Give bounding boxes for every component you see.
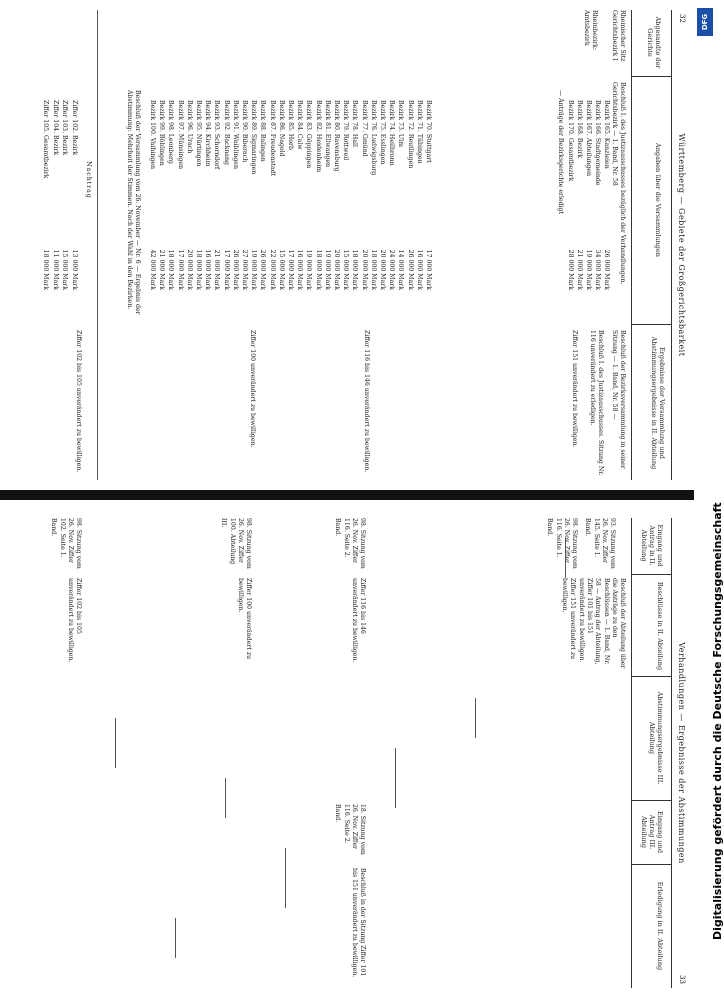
list-item-label: Bezirk 78. Hall (351, 100, 359, 147)
list-item (397, 100, 405, 290)
left-mid-text-1: Beschluß der Bezirksversammlung in seiner Sitzung — 1. Band, Nr. 58 — (610, 330, 626, 469)
list-item-value: 18 000 Mark (42, 249, 50, 290)
list-item-value: 20 000 Mark (333, 249, 340, 290)
list-item-value: 34 000 Mark (594, 249, 601, 290)
right-col2-cell-5: Ziffer 102 bis 105 unverändert zu bewilligen. (66, 578, 82, 663)
left-col1-entry-1: Rheinischer Sitz Gerichtsbezirk I (610, 10, 626, 62)
list-item-value: 42 000 Mark (149, 249, 156, 290)
right-header-col5: Erledigung in II. Abteilung (656, 881, 664, 971)
list-item-label: Bezirk 94. Kirchheim (204, 100, 212, 167)
list-item (576, 100, 583, 290)
right-dash-7 (115, 718, 116, 768)
list-item-label: Bezirk 90. Biberach (241, 100, 248, 163)
left-list-note: Beschluß der Versammlung vom 26. November — Nr. 6 — Ergebnis der Abstimmung: Mehrheit der Stimmen. Nach der Wahl in den Bezirken. (125, 90, 141, 315)
running-head-left: Württemberg — Gebiete der Großgerichtsbarkeit (677, 133, 686, 357)
list-item-value: 27 000 Mark (241, 249, 248, 290)
list-item-label: Bezirk 84. Calw (296, 100, 304, 150)
list-item-value: 26 000 Mark (259, 249, 267, 290)
header-top-rule (671, 10, 672, 480)
list-item-value: 17 000 Mark (287, 249, 294, 290)
list-item-value: 16 000 Mark (415, 249, 423, 290)
list-item-label: Bezirk 87. Freudenstadt (268, 100, 276, 177)
list-item-value: 18 000 Mark (314, 249, 322, 290)
list-item (277, 100, 285, 290)
list-item-value: 24 000 Mark (388, 249, 396, 290)
list-item-value: 19 000 Mark (250, 249, 258, 290)
list-item-value: 20 000 Mark (360, 249, 368, 290)
list-item-label: Bezirk 96. Urach (185, 100, 193, 154)
list-item-value: 22 000 Mark (268, 249, 276, 290)
list-item (195, 100, 202, 290)
list-item (351, 100, 359, 290)
list-item-label: Bezirk 81. Ellwangen (323, 100, 331, 167)
list-item (603, 100, 610, 290)
list-item (323, 100, 331, 290)
list-item-label: Bezirk 92. Backnang (222, 100, 230, 165)
list-item (594, 100, 601, 290)
list-item-value: 17 000 Mark (176, 249, 184, 290)
page-number-left: 32 (678, 14, 686, 23)
list-item-value: 14 000 Mark (397, 249, 405, 290)
list-item-label: Bezirk 75. Esslingen (379, 100, 386, 165)
list-item-label: Bezirk 74. Heilbronn (388, 100, 396, 166)
list-item-value: 19 000 Mark (323, 249, 331, 290)
right-dash-2 (475, 698, 476, 738)
list-item (406, 100, 414, 290)
list-item-value: 18 000 Mark (351, 249, 359, 290)
list-item-label: Bezirk 72. Reutlingen (406, 100, 414, 169)
list-item (52, 100, 59, 290)
list-item-value: 21 000 Mark (213, 249, 221, 290)
right-header-top-rule (671, 518, 672, 988)
page-number-right: 33 (678, 975, 686, 984)
list-item (158, 100, 166, 290)
list-item (167, 100, 175, 290)
right-col2-cell-2: Ziffer 151 unverändert zu bewilligen. (560, 578, 576, 660)
list-item (585, 100, 592, 290)
left-intro-note: — Anträge der Bezirksgerichte erledigt (557, 90, 564, 214)
list-item (333, 100, 340, 290)
list-item (149, 100, 156, 290)
list-item (388, 100, 396, 290)
list-item-label: Ziffer 104. Bezirk (52, 100, 59, 156)
right-header-col2: Beschlüsse in II. Abteilung (656, 581, 664, 671)
running-head-right: Verhandlungen — Ergebnisse der Abstimmungen (677, 642, 686, 864)
list-item-value: 21 000 Mark (158, 249, 166, 290)
list-item-value: 17 000 Mark (222, 249, 230, 290)
section-rule (97, 10, 98, 480)
list-item-value: 16 000 Mark (204, 249, 212, 290)
dfg-logo: DFG (697, 8, 713, 36)
right-header-col1: Eingang und Antrag in II. Abteilung (639, 524, 664, 567)
right-dash-4 (285, 848, 286, 908)
list-item-label: Bezirk 91. Waiblingen (231, 100, 239, 169)
left-tail-title: Nachtrag (85, 161, 92, 199)
right-page (0, 518, 696, 988)
right-dash-6 (175, 918, 176, 958)
right-col2-cell-3: Ziffer 116 bis 146 unverändert zu bewilligen. (350, 578, 366, 663)
right-divider-2 (632, 676, 672, 677)
list-item-value: 15 000 Mark (277, 249, 285, 290)
left-mid-text-2: Beschluß I. des Justizausschusses. Sitzung Nr. 116 unverändert zu erledigen. (588, 330, 604, 476)
right-col1-cell-1: 93. Sitzung vom 26. Nov. Ziffer 145. Seite 1. Band. (584, 518, 616, 569)
list-item (287, 100, 294, 290)
list-item (71, 100, 78, 290)
right-col1-cell-3: 98. Sitzung vom 26. Nov. Ziffer 116. Seite 2. Band. (334, 518, 366, 569)
list-item-value: 28 000 Mark (567, 249, 574, 290)
list-item-label: Bezirk 97. Münsingen (176, 100, 184, 169)
right-divider-4 (632, 864, 672, 865)
list-item (342, 100, 350, 290)
list-item-value: 26 000 Mark (406, 249, 414, 290)
list-item-label: Bezirk 98. Leonberg (167, 100, 175, 164)
binding-gutter (0, 490, 696, 500)
list-item-value: 18 000 Mark (195, 249, 202, 290)
list-item-label: Bezirk 85. Horb (287, 100, 294, 150)
list-item-label: Bezirk 80. Ravensburg (333, 100, 340, 172)
list-item (259, 100, 267, 290)
list-item-label: Bezirk 76. Ludwigsburg (369, 100, 377, 176)
list-item-label: Bezirk 168. Bezirk (576, 100, 583, 159)
list-item-label: Ziffer 103. Bezirk (61, 100, 69, 156)
list-item (250, 100, 258, 290)
list-item-value: 18 000 Mark (369, 249, 377, 290)
list-item-label: Bezirk 86. Nagold (277, 100, 285, 157)
list-item (379, 100, 386, 290)
right-col1-cell-5: 98. Sitzung vom 26. Nov. Ziffer 102. Seite 1. Band. (50, 518, 82, 569)
list-item (567, 100, 574, 290)
list-item (415, 100, 423, 290)
list-item-label: Bezirk 100. Vaihingen (149, 100, 156, 169)
list-item-value: 20 000 Mark (379, 249, 386, 290)
right-divider-3 (632, 800, 672, 801)
list-item-label: Ziffer 105. Gesamtbezirk (42, 100, 50, 179)
list-item (305, 100, 313, 290)
list-item (176, 100, 184, 290)
header-divider-2 (632, 324, 672, 325)
list-item-label: Ziffer 102. Bezirk (71, 100, 78, 156)
right-header-col3: Abstimmungsergebnisse III. Abteilung (647, 691, 664, 785)
list-item-value: 18 000 Mark (167, 249, 175, 290)
list-item (314, 100, 322, 290)
right-dash-3 (395, 748, 396, 808)
list-item-label: Bezirk 70. Stuttgart (425, 100, 432, 163)
right-dash-5 (225, 778, 226, 818)
header-divider-1 (632, 76, 672, 77)
list-item-value: 19 000 Mark (305, 249, 313, 290)
right-col5-cell-1: Beschluß in der Sitzung Ziffer 101 bis 151 unverändert zu bewilligen. (350, 868, 366, 978)
list-item (42, 100, 50, 290)
list-item (185, 100, 193, 290)
left-intro-text: Beschluß I. des Justizausschusses bezüglich der Verhandlungen. Gerichtsbezirk — 1. Band, Nr. 58 (610, 82, 626, 285)
right-header-bottom-rule (631, 518, 632, 988)
list-item (425, 100, 432, 290)
list-item (296, 100, 304, 290)
list-item-label: Bezirk 77. Gmünd (360, 100, 368, 157)
list-item-label: Bezirk 73. Ulm (397, 100, 405, 147)
left-col1-entry-2: Rheinbezirk: Amtsbezirk (582, 10, 598, 50)
list-item-label: Bezirk 95. Nürtingen (195, 100, 202, 167)
list-item-value: 26 000 Mark (231, 249, 239, 290)
list-item (369, 100, 377, 290)
list-item-value: 19 000 Mark (585, 249, 592, 290)
list-item-value: 26 000 Mark (603, 249, 610, 290)
list-item-label: Bezirk 83. Göppingen (305, 100, 313, 169)
header-bottom-rule (631, 10, 632, 480)
list-item-label: Bezirk 165. Kanzleien (603, 100, 610, 169)
right-dash-1 (565, 538, 566, 578)
right-col1-cell-4: 98. Sitzung vom 26. Nov. Ziffer 100. Abteilung III. (220, 518, 252, 569)
list-item (222, 100, 230, 290)
list-item-label: Bezirk 166. Stadtgemeinde (594, 100, 601, 186)
list-item (213, 100, 221, 290)
list-item-value: 20 000 Mark (185, 249, 193, 290)
left-mid-text-4: Ziffer 116 bis 146 unverändert zu bewilligen. (363, 330, 370, 473)
list-item-label: Bezirk 170. Gesamtbezirk (567, 100, 574, 182)
right-col1-cell-2: 98. Sitzung vom 26. Nov. Ziffer 116. Seite 1. Band. (546, 518, 578, 569)
right-col2-cell-4: Ziffer 100 unverändert zu bewilligen. (236, 578, 252, 660)
right-header-col4: Eingang und Antrag III. Abteilung (639, 811, 664, 853)
list-item-label: Bezirk 82. Heidenheim (314, 100, 322, 173)
list-item (204, 100, 212, 290)
dfg-credit: Digitalisierung gefördert durch die Deutsche Forschungsgemeinschaft (711, 502, 724, 940)
left-header-col1: Abgesandte der Gerichte (645, 16, 662, 69)
list-item-label: Bezirk 93. Schorndorf (213, 100, 221, 170)
left-mid-text-6: Ziffer 102 bis 105 unverändert zu bewilligen. (75, 330, 82, 473)
left-page (0, 10, 696, 480)
list-item-value: 13 000 Mark (71, 249, 78, 290)
right-divider-1 (632, 574, 672, 575)
list-item (268, 100, 276, 290)
left-mid-text-5: Ziffer 100 unverändert zu bewilligen. (249, 330, 256, 448)
list-item (241, 100, 248, 290)
list-item-label: Bezirk 99. Böblingen (158, 100, 166, 166)
list-item-value: 16 000 Mark (296, 249, 304, 290)
dfg-watermark-strip (694, 0, 724, 1000)
list-item-label: Bezirk 88. Balingen (259, 100, 267, 162)
list-item (231, 100, 239, 290)
right-col4-cell-1: 18. Sitzung vom 26. Nov. Ziffer 116. Seite 2. Band. (334, 804, 366, 855)
list-item (61, 100, 69, 290)
list-item-value: 11 000 Mark (52, 249, 59, 290)
list-item-label: Bezirk 89. Sigmaringen (250, 100, 258, 175)
list-item-value: 21 000 Mark (576, 249, 583, 290)
left-mid-text-3: Ziffer 151 unverändert zu bewilligen. (571, 330, 578, 448)
left-header-col2: Angaben über die Versammlungen (654, 143, 662, 257)
list-item-label: Bezirk 71. Tübingen (415, 100, 423, 164)
list-item-value: 17 000 Mark (425, 249, 432, 290)
list-item-value: 15 000 Mark (61, 249, 69, 290)
list-item-label: Bezirk 167. Abteilungen (585, 100, 592, 176)
right-col2-cell-1: Beschluß der Abteilung über die Anträge zu den Beschlüssen — 1. Band, Nr. 58 — Antrag der Abteilung, Ziffer 101 bis 151 unverändert zu bewilligen. (578, 578, 626, 669)
list-item-label: Bezirk 79. Rottweil (342, 100, 350, 161)
list-item-value: 15 000 Mark (342, 249, 350, 290)
left-header-col3: Ergebnisse der Versammlung und Abstimmungsergebnisse in II. Abteilung (649, 336, 666, 470)
list-item (360, 100, 368, 290)
